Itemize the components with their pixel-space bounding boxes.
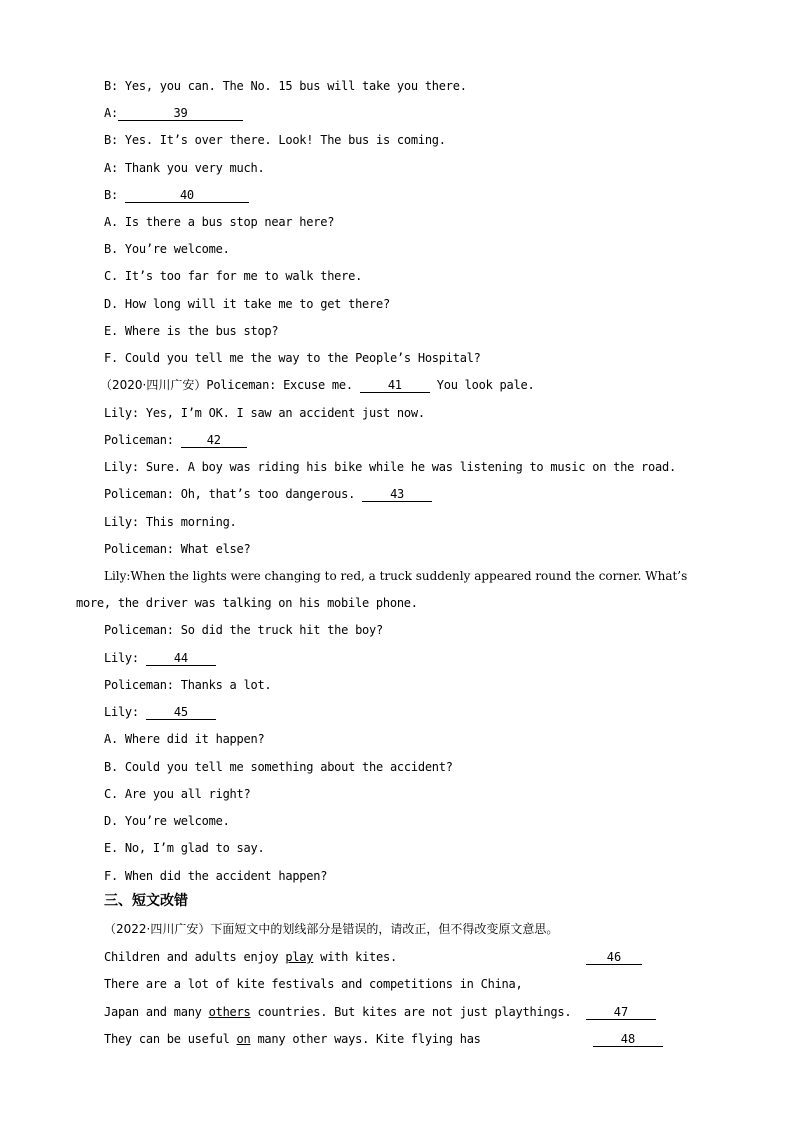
passage-text: with kites.	[313, 950, 397, 964]
option-item: D. You’re welcome.	[104, 814, 230, 828]
option-item: A. Is there a bus stop near here?	[104, 215, 335, 229]
dialog2-police-3	[104, 486, 432, 502]
answer-blank-41[interactable]: 41	[360, 378, 430, 393]
dialog-line-b3	[104, 187, 249, 203]
option-item: F. When did the accident happen?	[104, 869, 328, 883]
passage-text: countries. But kites are not just playthings.	[250, 1005, 572, 1019]
option-item: E. No, I’m glad to say.	[104, 841, 265, 855]
dialog2-police-6: Policeman: Thanks a lot.	[104, 678, 272, 692]
dialog2-lily-1: Lily: Yes, I’m OK. I saw an accident just now.	[104, 406, 425, 420]
dialog2-lily-2: Lily: Sure. A boy was riding his bike while he was listening to music on the road.	[104, 460, 676, 474]
dialog2-police-5: Policeman: So did the truck hit the boy?	[104, 623, 383, 637]
option-item: F. Could you tell me the way to the People’s Hospital?	[104, 351, 481, 365]
error-word: others	[208, 1005, 251, 1019]
speaker-prefix: Lily:	[104, 651, 146, 665]
error-word: play	[285, 950, 314, 964]
section-heading: 三、短文改错	[104, 893, 188, 909]
dialog2-police-4: Policeman: What else?	[104, 542, 251, 556]
error-word: on	[236, 1032, 251, 1046]
option-item: B. You’re welcome.	[104, 242, 230, 256]
dialog-text: Policeman: Excuse me.	[206, 378, 360, 392]
answer-blank-39[interactable]: 39	[118, 106, 243, 121]
answer-blank-46[interactable]: 46	[586, 950, 642, 965]
speaker-prefix: B:	[104, 188, 125, 202]
dialog-line-b1: B: Yes, you can. The No. 15 bus will take you there.	[104, 79, 467, 93]
option-item: D. How long will it take me to get there?	[104, 297, 390, 311]
passage-line-1	[104, 949, 397, 965]
dialog-line-a2: A: Thank you very much.	[104, 161, 265, 175]
option-item: C. Are you all right?	[104, 787, 251, 801]
dialog-text: You look pale.	[429, 378, 535, 392]
speaker-prefix: A:	[104, 106, 118, 120]
passage-line-2: There are a lot of kite festivals and competitions in China,	[104, 977, 523, 991]
passage-text: Children and adults enjoy	[104, 950, 286, 964]
passage-line-4	[104, 1031, 481, 1047]
answer-blank-43[interactable]: 43	[362, 487, 432, 502]
option-item: E. Where is the bus stop?	[104, 324, 279, 338]
blank-48-wrap	[593, 1031, 663, 1047]
section-instruction: （2022·四川广安）下面短文中的划线部分是错误的，请改正，但不得改变原文意思。	[104, 922, 559, 936]
blank-47-wrap	[586, 1004, 656, 1020]
dialog-line-b2: B: Yes. It’s over there. Look! The bus is coming.	[104, 133, 446, 147]
passage-line-3	[104, 1004, 571, 1020]
speaker-prefix: Lily:	[104, 705, 146, 719]
dialog-line-a1	[104, 105, 243, 121]
answer-blank-45[interactable]: 45	[146, 705, 216, 720]
dialog2-lily-4a	[104, 568, 687, 584]
answer-blank-40[interactable]: 40	[125, 188, 249, 203]
dialog-text: Policeman: Oh, that’s too dangerous.	[104, 487, 363, 501]
dialog2-line-1	[100, 377, 535, 393]
dialog2-lily-3: Lily: This morning.	[104, 515, 237, 529]
dialog2-police-2	[104, 432, 247, 448]
dialog-text: Lily:When the lights were changing to red, a truck suddenly appeared round the corner. What’s	[104, 569, 688, 583]
passage-text: Japan and many	[104, 1005, 209, 1019]
dialog2-lily-4b: more, the driver was talking on his mobile phone.	[76, 596, 418, 610]
option-item: C. It’s too far for me to walk there.	[104, 269, 363, 283]
dialog2-lily-5	[104, 650, 216, 666]
passage-text: They can be useful	[104, 1032, 237, 1046]
answer-blank-42[interactable]: 42	[181, 433, 247, 448]
source-tag: （2020·四川广安）	[100, 378, 207, 392]
answer-blank-47[interactable]: 47	[586, 1005, 656, 1020]
speaker-prefix: Policeman:	[104, 433, 181, 447]
option-item: B. Could you tell me something about the accident?	[104, 760, 453, 774]
answer-blank-48[interactable]: 48	[593, 1032, 663, 1047]
passage-text: many other ways. Kite flying has	[250, 1032, 481, 1046]
blank-46-wrap	[586, 949, 642, 965]
dialog2-lily-6	[104, 704, 216, 720]
answer-blank-44[interactable]: 44	[146, 651, 216, 666]
option-item: A. Where did it happen?	[104, 732, 265, 746]
